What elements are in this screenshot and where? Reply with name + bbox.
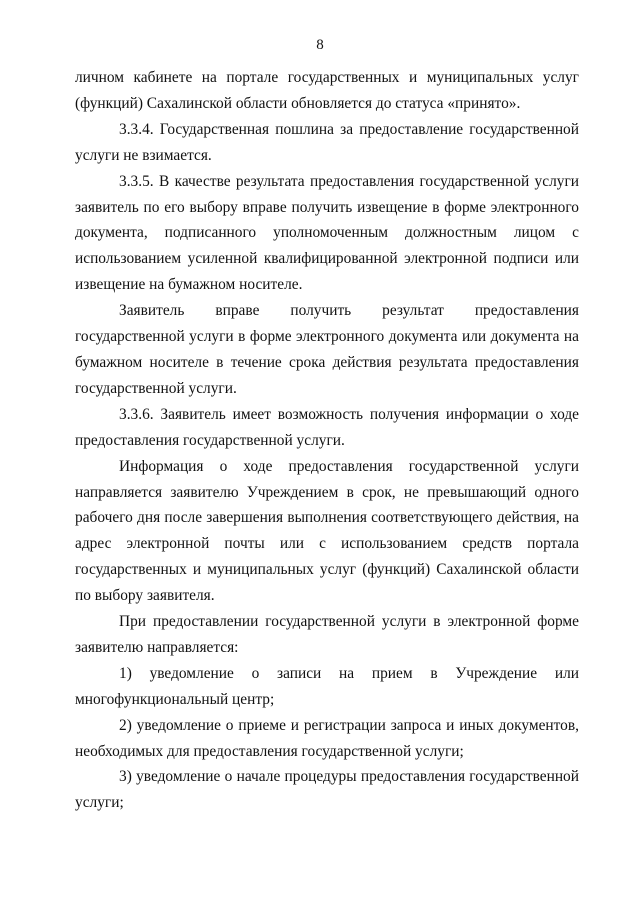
paragraph-3-3-6: 3.3.6. Заявитель имеет возможность получения информации о ходе предоставления государственной услуги. (75, 405, 579, 449)
paragraph-result-form: Заявитель вправе получить результат предоставления государственной услуги в форме электронного документа или документа на бумажном носителе в течение срока действия результата предоставления государственной услуги. (75, 302, 579, 397)
list-item-1: 1) уведомление о записи на прием в Учреждение или многофункциональный центр; (75, 664, 579, 708)
page-number: 8 (316, 37, 324, 53)
list-item-2: 2) уведомление о приеме и регистрации запроса и иных документов, необходимых для предоставления государственной услуги; (75, 716, 579, 760)
paragraph-3-3-4: 3.3.4. Государственная пошлина за предоставление государственной услуги не взимается. (75, 120, 579, 164)
document-body (75, 65, 579, 816)
paragraph-3-3-5: 3.3.5. В качестве результата предоставления государственной услуги заявитель по его выбору вправе получить извещение в форме электронного документа, подписанного уполномоченным должностным лицом с использованием усиленной квалифицированной электронной подписи или извещение на бумажном носителе. (75, 172, 579, 294)
paragraph-continuation: личном кабинете на портале государственных и муниципальных услуг (функций) Сахалинской области обновляется до статуса «принято». (75, 69, 579, 112)
list-item-3: 3) уведомление о начале процедуры предоставления государственной услуги; (75, 768, 579, 812)
paragraph-electronic-form: При предоставлении государственной услуги в электронной форме заявителю направляется: (75, 613, 579, 656)
paragraph-progress-info: Информация о ходе предоставления государственной услуги направляется заявителю Учреждением в срок, не превышающий одного рабочего дня после завершения выполнения соответствующего действия, на адрес электронной почты или с использованием средств портала государственных и муниципальных услуг (функций) Сахалинской области по выбору заявителя. (75, 457, 579, 605)
